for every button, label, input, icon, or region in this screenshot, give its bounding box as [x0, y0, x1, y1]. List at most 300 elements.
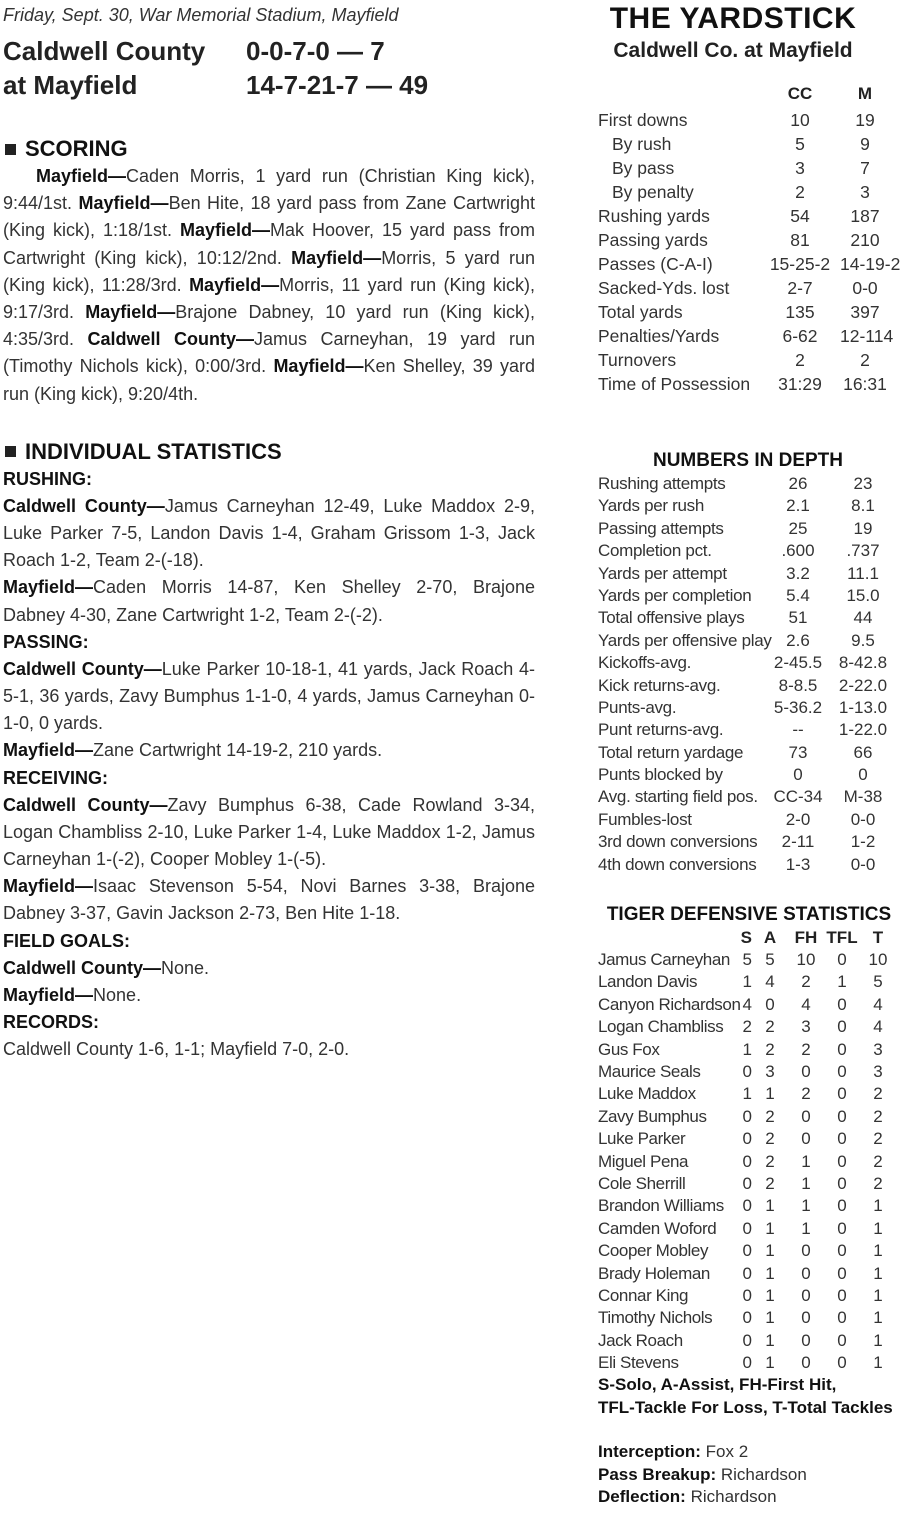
depth-row: [598, 675, 900, 697]
assist: 5: [765, 950, 775, 970]
depth-row: [598, 540, 900, 562]
player-name: Eli Stevens: [598, 1353, 679, 1373]
team-stats-body: [598, 108, 900, 396]
stat-text: Luke Parker 10-18-1, 41 yards, Jack Roach 4-5-1, 36 yards, Zavy Bumphus 1-1-0, 4 yards, Jamus Carneyhan 0-1-0, 0 yards.: [3, 658, 535, 734]
tackle-for-loss: 0: [837, 1106, 847, 1126]
depth-cc: 26: [788, 474, 808, 493]
depth-cc: 2.1: [786, 496, 810, 516]
depth-m: 1-2: [850, 832, 876, 852]
solo: 0: [742, 1330, 752, 1350]
misc-value: Fox 2: [700, 1442, 749, 1462]
solo: 0: [742, 1129, 752, 1149]
total-tackles: 1: [873, 1330, 883, 1350]
defense-row: [598, 994, 900, 1016]
score-line: 0-0-7-0 — 7: [246, 36, 385, 66]
tackle-for-loss: 0: [837, 1241, 847, 1261]
tackle-for-loss: 0: [837, 1218, 847, 1238]
depth-cc: 5-36.2: [773, 697, 823, 717]
first-hit: 2: [801, 972, 811, 992]
defense-row: [598, 1151, 900, 1173]
individual-stats-heading-label: INDIVIDUAL STATISTICS: [25, 438, 282, 464]
scoring-team: Mayfield—: [291, 247, 382, 268]
score-team: at Mayfield: [3, 70, 138, 100]
depth-row: [598, 764, 900, 786]
score-line: 14-7-21-7 — 49: [246, 70, 429, 100]
misc-line: [598, 1486, 900, 1509]
stat-m: 2: [860, 350, 870, 370]
defense-legend-2: TFL-Tackle For Loss, T-Total Tackles: [598, 1397, 893, 1417]
depth-cc: 1-3: [785, 854, 811, 874]
first-hit: 2: [801, 1039, 811, 1059]
depth-row: [598, 831, 900, 853]
depth-cc: 2-0: [785, 809, 811, 829]
tackle-for-loss: 0: [837, 1330, 847, 1350]
scoring-play: Jamus Carneyhan, 19 yard run (Timothy Nichols kick), 0:00/3rd.: [3, 329, 535, 377]
depth-label: Kick returns-avg.: [598, 675, 721, 695]
stat-team: Caldwell County—: [3, 957, 162, 978]
depth-m: 66: [853, 742, 873, 762]
stat-cc: 5: [795, 134, 805, 154]
total-tackles: 10: [868, 950, 888, 970]
defense-row: [598, 1240, 900, 1262]
defense-legend-1: S-Solo, A-Assist, FH-First Hit,: [598, 1375, 837, 1395]
stat-label: By penalty: [612, 182, 694, 202]
misc-line: [598, 1441, 900, 1464]
scoring-team: Mayfield—: [189, 274, 280, 295]
first-hit: 1: [801, 1196, 811, 1216]
depth-m: 1-13.0: [838, 697, 888, 717]
depth-cc: 5.4: [786, 585, 810, 605]
receiving-list: [3, 792, 535, 928]
tackle-for-loss: 0: [837, 1017, 847, 1037]
stat-m: 12-114: [840, 326, 894, 346]
first-hit: 0: [801, 1353, 811, 1373]
stat-m: 210: [850, 230, 880, 250]
solo: 0: [742, 1196, 752, 1216]
first-hit: 0: [801, 1285, 811, 1305]
total-tackles: 1: [873, 1196, 883, 1216]
tackle-for-loss: 0: [837, 994, 847, 1014]
score-team: Caldwell County: [3, 36, 206, 66]
total-tackles: 5: [873, 972, 883, 992]
depth-label: Punts-avg.: [598, 697, 677, 717]
first-hit: 1: [801, 1151, 811, 1171]
stat-cc: 2: [795, 350, 805, 370]
square-bullet-icon: [5, 144, 16, 155]
col-m: M: [857, 84, 873, 103]
stat-m: 397: [850, 302, 880, 322]
stat-text: None.: [161, 957, 210, 978]
stat-label: Total yards: [598, 302, 683, 322]
scoring-team: Caldwell County—: [87, 329, 254, 350]
defense-row: [598, 1173, 900, 1195]
assist: 2: [765, 1173, 775, 1193]
player-name: Miguel Pena: [598, 1151, 689, 1171]
square-bullet-icon: [5, 446, 16, 457]
team-stat-row: [598, 300, 900, 324]
stat-cc: 81: [790, 230, 810, 250]
team-stats-header: [598, 84, 900, 108]
depth-label: Yards per rush: [598, 496, 705, 516]
misc-label: Pass Breakup:: [598, 1464, 717, 1484]
depth-cc: 2.6: [786, 630, 810, 650]
stat-m: 16:31: [843, 374, 887, 394]
col-cc: CC: [787, 84, 813, 103]
team-stat-row: [598, 372, 900, 396]
solo: 0: [742, 1308, 752, 1328]
stat-text: Isaac Stevenson 5-54, Novi Barnes 3-38, Brajone Dabney 3-37, Gavin Jackson 2-73, Ben Hite 1-18.: [3, 876, 535, 924]
player-name: Zavy Bumphus: [598, 1106, 707, 1126]
scoring-team: Mayfield—: [179, 220, 271, 241]
depth-row: [598, 518, 900, 540]
scoring-play: Brajone Dabney, 10 yard run (King kick), 4:35/3rd.: [3, 302, 535, 350]
depth-row: [598, 786, 900, 808]
col-tfl: TFL: [826, 928, 858, 948]
assist: 4: [765, 972, 775, 992]
stat-team: Caldwell County—: [3, 794, 168, 815]
team-stat-row: [598, 156, 900, 180]
passing-heading: PASSING:: [3, 631, 89, 652]
right-column: [598, 0, 900, 1509]
stat-entry: [3, 574, 535, 628]
stat-entry: [3, 792, 535, 874]
col-fh: FH: [794, 928, 818, 948]
defense-row: [598, 1352, 900, 1374]
player-name: Connar King: [598, 1285, 689, 1305]
stat-m: 187: [850, 206, 880, 226]
assist: 2: [765, 1129, 775, 1149]
player-name: Jack Roach: [598, 1330, 683, 1350]
player-name: Timothy Nichols: [598, 1308, 713, 1328]
tackle-for-loss: 0: [837, 1196, 847, 1216]
total-tackles: 3: [873, 1039, 883, 1059]
stat-label: By rush: [612, 134, 672, 154]
total-tackles: 2: [873, 1084, 883, 1104]
records-heading: RECORDS:: [3, 1012, 100, 1033]
stat-label: Turnovers: [598, 350, 677, 370]
depth-cc: .600: [781, 541, 815, 561]
stat-label: Sacked-Yds. lost: [598, 278, 730, 298]
first-hit: 0: [801, 1106, 811, 1126]
assist: 1: [765, 1330, 775, 1350]
depth-row: [598, 697, 900, 719]
solo: 0: [742, 1106, 752, 1126]
depth-label: Total return yardage: [598, 742, 744, 762]
defense-row: [598, 1218, 900, 1240]
misc-stats: [598, 1441, 900, 1509]
team-stat-row: [598, 276, 900, 300]
depth-row: [598, 607, 900, 629]
solo: 0: [742, 1285, 752, 1305]
stat-text: Caden Morris 14-87, Ken Shelley 2-70, Brajone Dabney 4-30, Zane Cartwright 1-2, Team 2-(-2).: [3, 577, 535, 625]
total-tackles: 2: [873, 1173, 883, 1193]
solo: 0: [742, 1173, 752, 1193]
depth-m: 0-0: [850, 854, 876, 874]
tackle-for-loss: 0: [837, 1308, 847, 1328]
player-name: Logan Chambliss: [598, 1017, 724, 1037]
stat-entry: [3, 955, 535, 982]
scoring-play: Morris, 5 yard run (King kick), 11:28/3rd.: [3, 247, 535, 295]
player-name: Luke Parker: [598, 1129, 686, 1149]
depth-title: NUMBERS IN DEPTH: [652, 450, 843, 471]
solo: 5: [742, 950, 752, 970]
player-name: Luke Maddox: [598, 1084, 696, 1104]
depth-label: Avg. starting field pos.: [598, 787, 758, 807]
stat-cc: 54: [790, 206, 810, 226]
stat-cc: 31:29: [778, 374, 822, 394]
defense-row: [598, 1106, 900, 1128]
tackle-for-loss: 0: [837, 950, 847, 970]
stat-label: Passing yards: [598, 230, 708, 250]
total-tackles: 1: [873, 1241, 883, 1261]
stat-m: 19: [855, 110, 875, 130]
defense-header: [598, 927, 900, 949]
assist: 1: [765, 1263, 775, 1283]
tackle-for-loss: 1: [837, 972, 847, 992]
stat-m: 14-19-2: [840, 254, 900, 274]
stat-label: Penalties/Yards: [598, 326, 720, 346]
assist: 2: [765, 1039, 775, 1059]
depth-row: [598, 563, 900, 585]
records-text: Caldwell County 1-6, 1-1; Mayfield 7-0, 2-0.: [3, 1039, 350, 1060]
depth-label: Passing attempts: [598, 518, 724, 538]
player-name: Brady Holeman: [598, 1263, 710, 1283]
first-hit: 4: [801, 994, 811, 1014]
total-tackles: 3: [873, 1061, 883, 1081]
tackle-for-loss: 0: [837, 1151, 847, 1171]
stat-label: First downs: [598, 110, 688, 130]
defense-table: [598, 949, 900, 1374]
scoring-heading: [3, 135, 535, 163]
first-hit: 0: [801, 1241, 811, 1261]
defense-row: [598, 1195, 900, 1217]
assist: 3: [765, 1061, 775, 1081]
depth-row: [598, 652, 900, 674]
defense-row: [598, 949, 900, 971]
depth-cc: CC-34: [773, 787, 823, 807]
misc-value: Richardson: [685, 1487, 777, 1507]
first-hit: 10: [796, 950, 816, 970]
stat-m: 0-0: [852, 278, 878, 298]
depth-row: [598, 495, 900, 517]
assist: 1: [765, 1084, 775, 1104]
team-stat-row: [598, 324, 900, 348]
depth-label: Yards per offensive play: [598, 630, 772, 650]
depth-row: [598, 585, 900, 607]
depth-m: 44: [853, 608, 873, 628]
solo: 2: [742, 1017, 752, 1037]
depth-cc: 3.2: [786, 563, 810, 583]
col-t: T: [872, 928, 884, 948]
depth-m: 8.1: [851, 496, 875, 516]
stat-label: By pass: [612, 158, 675, 178]
depth-label: Punt returns-avg.: [598, 720, 724, 740]
scoring-team: Mayfield—: [78, 193, 169, 214]
depth-row: [598, 742, 900, 764]
stat-text: None.: [93, 984, 142, 1005]
assist: 1: [765, 1196, 775, 1216]
player-name: Camden Woford: [598, 1218, 717, 1238]
player-name: Cooper Mobley: [598, 1241, 709, 1261]
tackle-for-loss: 0: [837, 1129, 847, 1149]
stat-team: Caldwell County—: [3, 495, 165, 516]
depth-m: 15.0: [846, 585, 880, 605]
first-hit: 1: [801, 1218, 811, 1238]
total-tackles: 1: [873, 1353, 883, 1373]
defense-row: [598, 1263, 900, 1285]
misc-label: Deflection:: [598, 1487, 686, 1507]
first-hit: 0: [801, 1330, 811, 1350]
player-name: Maurice Seals: [598, 1061, 701, 1081]
assist: 2: [765, 1151, 775, 1171]
stat-entry: [3, 982, 535, 1009]
depth-m: 8-42.8: [838, 653, 888, 673]
assist: 2: [765, 1017, 775, 1037]
depth-label: 3rd down conversions: [598, 832, 758, 852]
solo: 0: [742, 1151, 752, 1171]
depth-m: .737: [846, 541, 880, 561]
assist: 1: [765, 1285, 775, 1305]
passing-list: [3, 656, 535, 765]
scoring-team: Mayfield—: [36, 166, 127, 186]
depth-label: 4th down conversions: [598, 854, 757, 874]
misc-value: Richardson: [716, 1464, 807, 1484]
receiving-heading: RECEIVING:: [3, 767, 109, 788]
stat-team: Mayfield—: [3, 876, 94, 897]
stat-team: Mayfield—: [3, 984, 94, 1005]
team-stats-table: [598, 84, 900, 396]
stat-label: Rushing yards: [598, 206, 710, 226]
depth-row: [598, 854, 900, 876]
assist: 1: [765, 1218, 775, 1238]
tackle-for-loss: 0: [837, 1039, 847, 1059]
defense-row: [598, 1307, 900, 1329]
stat-m: 9: [860, 134, 870, 154]
solo: 4: [742, 994, 752, 1014]
yardstick-subtitle: Caldwell Co. at Mayfield: [613, 39, 853, 62]
scoring-play: Morris, 11 yard run (King kick), 9:17/3rd.: [3, 274, 536, 323]
score-row-caldwell: [3, 34, 535, 68]
depth-label: Completion pct.: [598, 541, 712, 561]
team-stat-row: [598, 180, 900, 204]
team-stat-row: [598, 108, 900, 132]
depth-label: Punts blocked by: [598, 765, 723, 785]
tackle-for-loss: 0: [837, 1173, 847, 1193]
col-s: S: [740, 928, 752, 948]
team-stat-row: [598, 228, 900, 252]
total-tackles: 2: [873, 1151, 883, 1171]
tackle-for-loss: 0: [837, 1263, 847, 1283]
depth-m: 1-22.0: [838, 720, 888, 740]
tackle-for-loss: 0: [837, 1353, 847, 1373]
depth-cc: 73: [788, 742, 808, 762]
player-name: Cole Sherrill: [598, 1173, 686, 1193]
stat-cc: 2-7: [787, 278, 813, 298]
stat-text: Jamus Carneyhan 12-49, Luke Maddox 2-9, Luke Parker 7-5, Landon Davis 1-4, Graham Grissom 1-3, Jack Roach 1-2, Team 2-(-18).: [3, 495, 535, 571]
defense-row: [598, 971, 900, 993]
stat-team: Mayfield—: [3, 577, 94, 598]
stat-m: 7: [860, 158, 870, 178]
depth-cc: 51: [788, 608, 808, 628]
scoring-play: Ken Shelley, 39 yard run (King kick), 9:20/4th.: [3, 356, 536, 404]
stat-cc: 3: [795, 158, 805, 178]
depth-label: Yards per completion: [598, 585, 752, 605]
stat-entry: [3, 493, 535, 575]
scoring-play: Ben Hite, 18 yard pass from Zane Cartwright (King kick), 1:18/1st.: [3, 193, 535, 241]
field-goals-heading: FIELD GOALS:: [3, 930, 130, 951]
tackle-for-loss: 0: [837, 1084, 847, 1104]
stat-entry: [3, 656, 535, 738]
player-name: Canyon Richardson: [598, 994, 741, 1014]
field-goals-list: [3, 955, 535, 1009]
team-stat-row: [598, 132, 900, 156]
depth-label: Rushing attempts: [598, 474, 726, 493]
first-hit: 2: [801, 1084, 811, 1104]
total-tackles: 4: [873, 994, 883, 1014]
stat-label: Time of Possession: [598, 374, 751, 394]
depth-row: [598, 473, 900, 495]
scoreboard: [3, 34, 535, 102]
stat-label: Passes (C-A-I): [598, 254, 713, 274]
depth-m: 23: [853, 474, 873, 493]
scoring-play: Caden Morris, 1 yard run (Christian King kick), 9:44/1st.: [3, 166, 535, 214]
depth-cc: 0: [793, 765, 803, 785]
defense-row: [598, 1061, 900, 1083]
assist: 1: [765, 1308, 775, 1328]
depth-cc: 2-45.5: [773, 653, 823, 673]
depth-cc: --: [792, 720, 804, 740]
assist: 0: [765, 994, 775, 1014]
depth-label: Fumbles-lost: [598, 809, 692, 829]
first-hit: 3: [801, 1017, 811, 1037]
first-hit: 0: [801, 1129, 811, 1149]
total-tackles: 4: [873, 1017, 883, 1037]
assist: 1: [765, 1241, 775, 1261]
score-row-mayfield: [3, 68, 535, 102]
tackle-for-loss: 0: [837, 1285, 847, 1305]
total-tackles: 1: [873, 1285, 883, 1305]
defense-row: [598, 1083, 900, 1105]
depth-label: Total offensive plays: [598, 608, 745, 628]
depth-label: Yards per attempt: [598, 563, 727, 583]
first-hit: 0: [801, 1308, 811, 1328]
depth-m: 9.5: [851, 630, 875, 650]
depth-cc: 25: [788, 518, 808, 538]
first-hit: 1: [801, 1173, 811, 1193]
assist: 1: [765, 1353, 775, 1373]
defense-row: [598, 1039, 900, 1061]
total-tackles: 1: [873, 1263, 883, 1283]
defense-row: [598, 1285, 900, 1307]
stat-cc: 10: [790, 110, 810, 130]
depth-table: [598, 473, 900, 876]
depth-row: [598, 809, 900, 831]
misc-label: Interception:: [598, 1442, 701, 1462]
stat-team: Caldwell County—: [3, 658, 162, 679]
player-name: Brandon Williams: [598, 1196, 724, 1216]
stat-entry: [3, 873, 535, 927]
solo: 0: [742, 1241, 752, 1261]
solo: 0: [742, 1353, 752, 1373]
depth-m: 19: [853, 518, 873, 538]
team-stat-row: [598, 252, 900, 276]
rushing-list: [3, 493, 535, 629]
individual-stats-heading: [3, 438, 535, 466]
stat-text: Zane Cartwright 14-19-2, 210 yards.: [93, 740, 383, 761]
defense-row: [598, 1016, 900, 1038]
solo: 0: [742, 1263, 752, 1283]
depth-m: M-38: [843, 787, 883, 807]
